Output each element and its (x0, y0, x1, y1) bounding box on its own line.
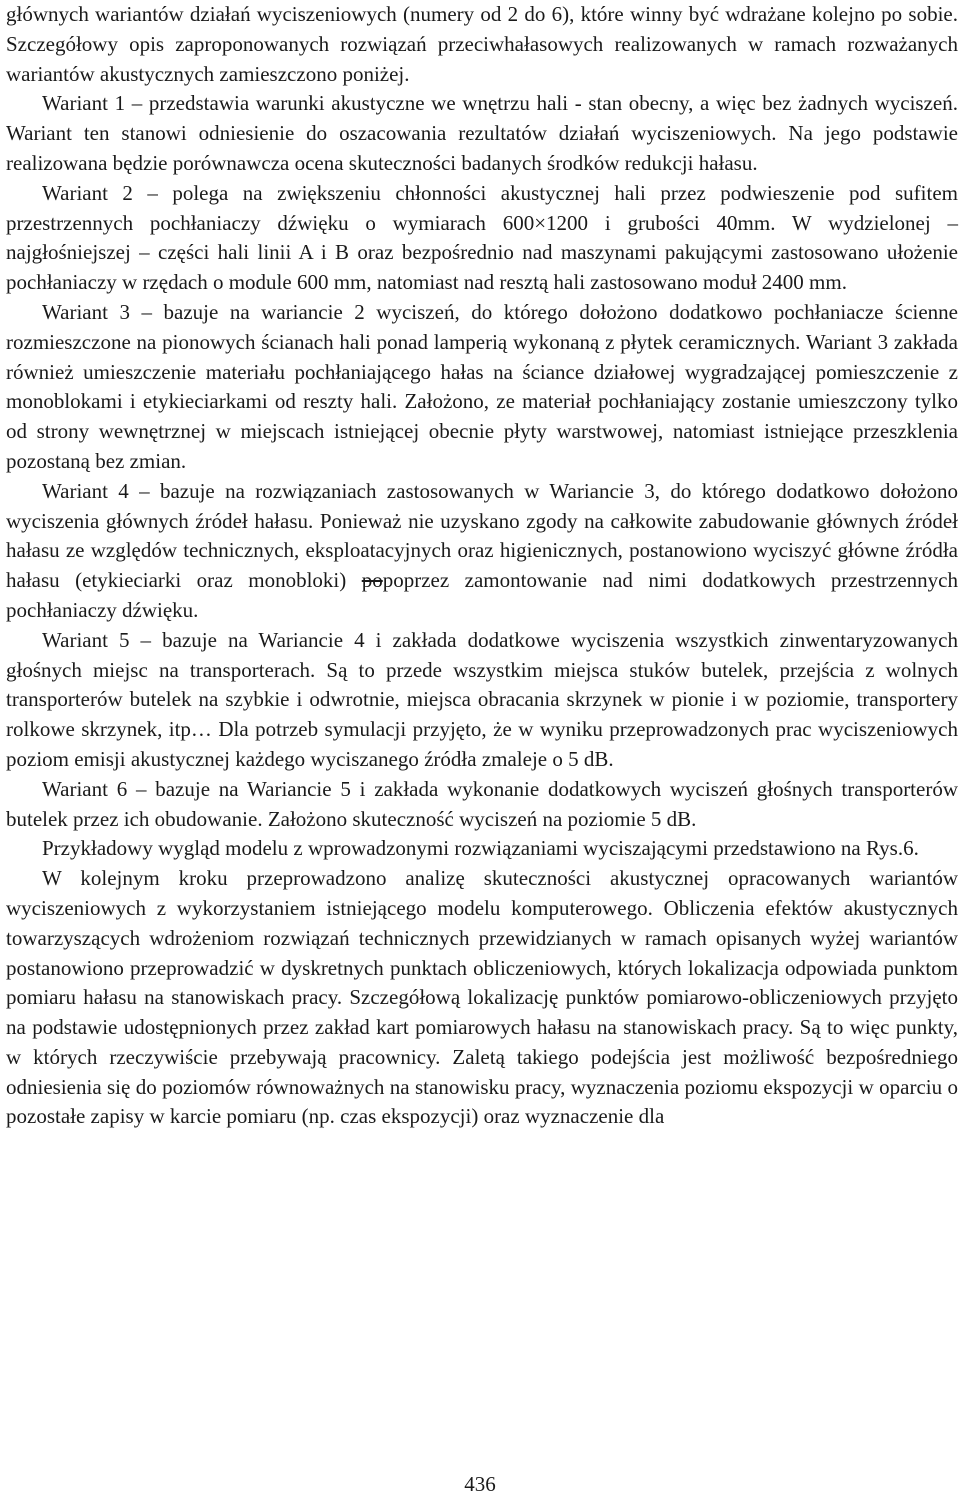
paragraph-variant-5: Wariant 5 – bazuje na Wariancie 4 i zakłada dodatkowe wyciszenia wszystkich zinwentaryzowanych głośnych miejsc na transporterach. Są to przede wszystkim miejsca stuków butelek, przejścia z wolnych transporterów butelek na szybkie i odwrotnie, miejsca obracania skrzynek w pionie i w poziomie, transportery rolkowe skrzynek, itp… Dla potrzeb symulacji przyjęto, że w wyniku przeprowadzonych prac wyciszeniowych poziom emisji akustycznej każdego wyciszanego źródła zmaleje o 5 dB. (6, 627, 958, 771)
paragraph-figure-reference: Przykładowy wygląd modelu z wprowadzonymi rozwiązaniami wyciszającymi przedstawiono na Rys.6. (42, 836, 919, 861)
page-number: 436 (464, 1472, 496, 1496)
paragraph-analysis: W kolejnym kroku przeprowadzono analizę skuteczności akustycznej opracowanych wariantów wyciszeniowych z wykorzystaniem istniejącego modelu komputerowego. Obliczenia efektów akustycznych towarzyszących wdrożeniom rozwiązań technicznych przewidzianych w ramach opisanych wyżej wariantów postanowiono przeprowadzić w dyskretnych punktach obliczeniowych, których lokalizacja odpowiada punktom pomiaru hałasu na stanowiskach pracy. Szczegółową lokalizację punktów pomiarowo-obliczeniowych przyjęto na podstawie udostępnionych przez zakład kart pomiarowych hałasu na stanowiskach pracy. Są to więc punkty, w których rzeczywiście przebywają pracownicy. Zaletą takiego podejścia jest możliwość bezpośredniego odniesienia się do poziomów równoważnych na stanowisku pracy, wyznaczenia poziomu ekspozycji w oparciu o pozostałe zapisy w karcie pomiaru (np. czas ekspozycji) oraz wyznaczenie dla (6, 866, 958, 1129)
strikethrough-text: po (361, 568, 383, 593)
paragraph-variant-4 (6, 477, 958, 626)
paragraph-variant-1: Wariant 1 – przedstawia warunki akustyczne we wnętrzu hali - stan obecny, a więc bez żadnych wyciszeń. Wariant ten stanowi odniesienie do oszacowania rezultatów działań wyciszeniowych. Na jego podstawie realizowana będzie porównawcza ocena skuteczności badanych środków redukcji hałasu. (6, 91, 958, 175)
variant-4-text-before: Wariant 4 – bazuje na rozwiązaniach zastosowanych w Wariancie 3, do którego dodatkowo dołożono wyciszenia głównych źródeł hałasu. Ponieważ nie uzyskano zgody na całkowite zabudowanie głównych źródeł hałasu ze względów technicznych, eksploatacyjnych oraz higienicznych, postanowiono wyciszyć główne źródła hałasu (etykieciarki oraz monobloki) (6, 478, 958, 593)
paragraph-intro: głównych wariantów działań wyciszeniowych (numery od 2 do 6), które winny być wdrażane kolejno po sobie. Szczegółowy opis zaproponowanych rozwiązań przeciwhałasowych realizowanych w ramach rozważanych wariantów akustycznych zamieszczono poniżej. (6, 2, 958, 86)
paragraph-variant-2: Wariant 2 – polega na zwiększeniu chłonności akustycznej hali przez podwieszenie pod sufitem przestrzennych pochłaniaczy dźwięku o wymiarach 600×1200 i grubości 40mm. W wydzielonej – najgłośniejszej – części hali linii A i B oraz bezpośrednio nad maszynami pakującymi zastosowano ułożenie pochłaniaczy w rzędach o module 600 mm, natomiast nad resztą hali zastosowano moduł 2400 mm. (6, 180, 958, 295)
paragraph-variant-6: Wariant 6 – bazuje na Wariancie 5 i zakłada wykonanie dodatkowych wyciszeń głośnych transporterów butelek przez ich obudowanie. Założono skuteczność wyciszeń na poziomie 5 dB. (6, 776, 958, 831)
variant-4-text-after: poprzez zamontowanie nad nimi dodatkowych przestrzennych pochłaniaczy dźwięku. (6, 568, 958, 622)
document-body (6, 0, 958, 1132)
paragraph-variant-3: Wariant 3 – bazuje na wariancie 2 wyciszeń, do którego dołożono dodatkowo pochłaniacze ścienne rozmieszczone na pionowych ścianach hali ponad lamperią wykonaną z płytek ceramicznych. Wariant 3 zakłada również umieszczenie materiału pochłaniającego hałas na ściance działowej wygradzającej pomieszczenie z monoblokami i etykieciarkami od reszty hali. Założono, ze materiał pochłaniający zostanie umieszczony tylko od strony wewnętrznej w miejscach istniejącej obecnie płyty warstwowej, natomiast istniejące przeszklenia pozostaną bez zmian. (6, 299, 958, 473)
